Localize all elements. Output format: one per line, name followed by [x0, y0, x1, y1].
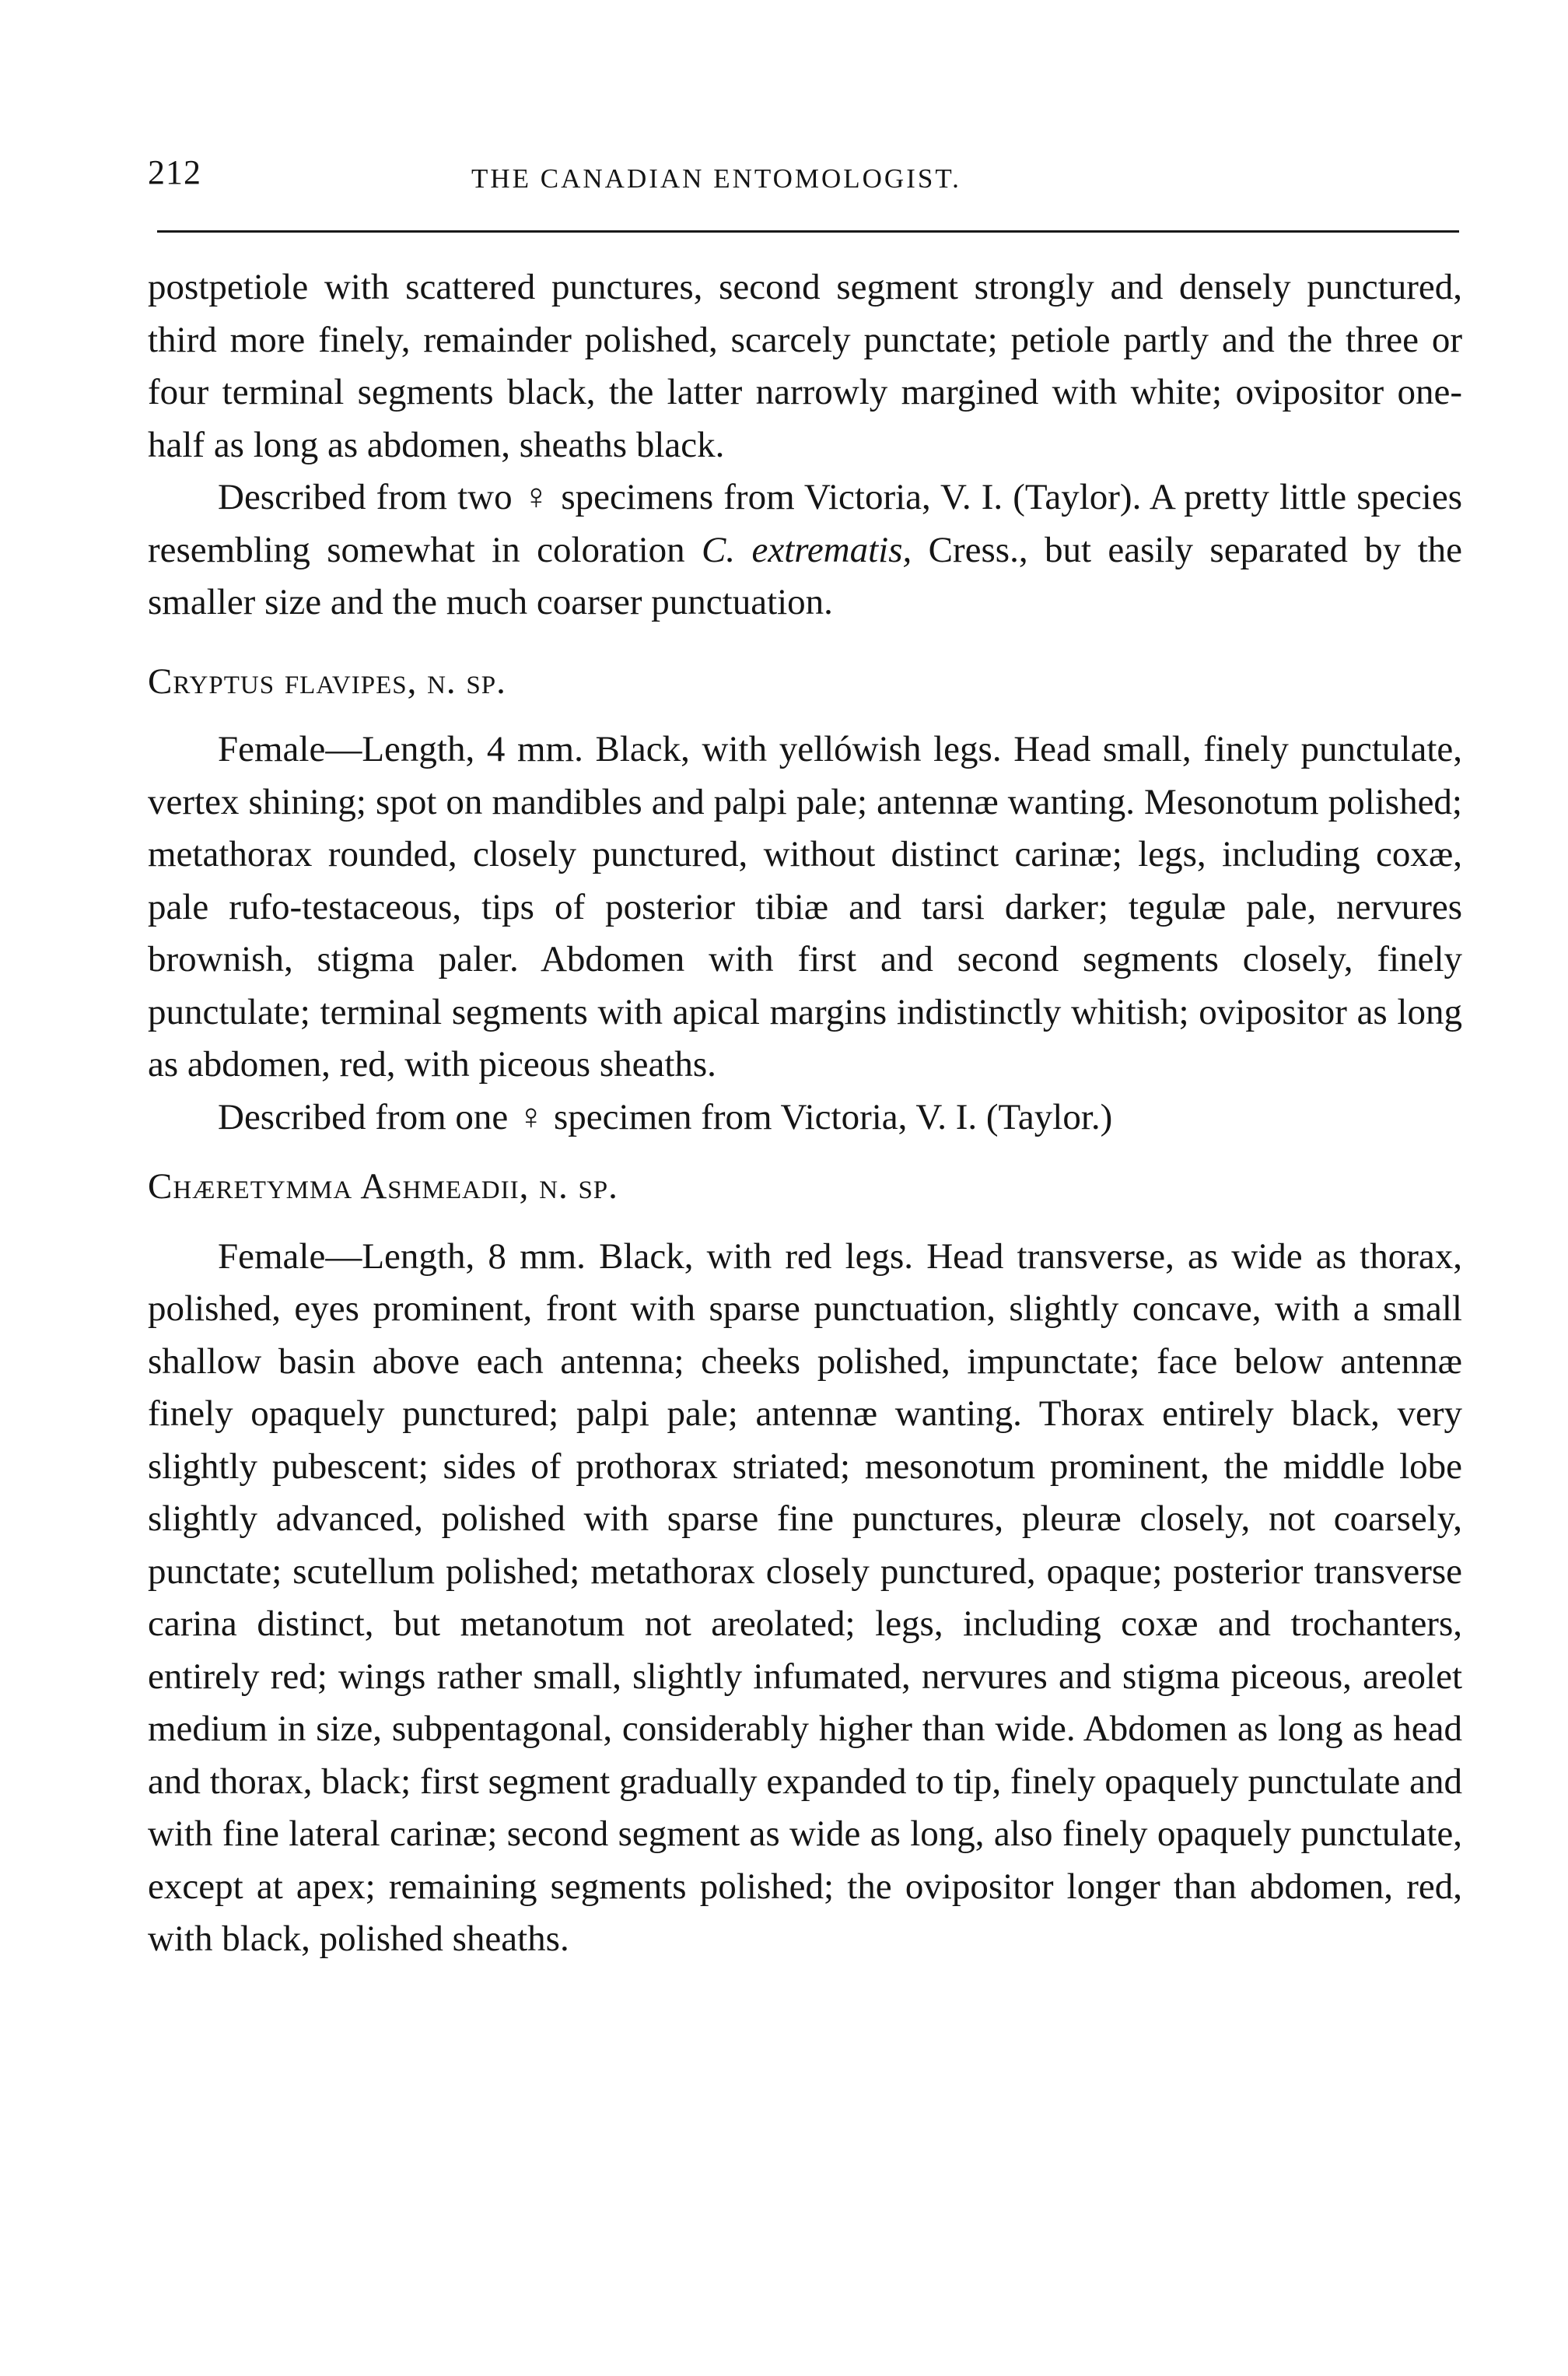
species-heading-chaeretymma: Chæretymma Ashmeadii, n. sp.: [148, 1166, 618, 1207]
body-text: [148, 261, 1462, 1966]
paragraph-description-1-end: Cress., but easily separated by the smaller size and the much coarser punctuation.: [148, 529, 1463, 622]
paragraph-cryptus-female: Female—Length, 4 mm. Black, with yellówish legs. Head small, finely punctulate, vertex shining; spot on mandibles and palpi pale; antennæ wanting. Mesonotum polished; metathorax rounded, closely punctured, without distinct carinæ; legs, including coxæ, pale rufo-testaceous, tips of posterior tibiæ and tarsi darker; tegulæ pale, nervures brownish, stigma paler. Abdomen with first and second segments closely, finely punctulate; terminal segments with apical margins indistinctly whitish; ovipositor as long as abdomen, red, with piceous sheaths.: [148, 729, 1462, 1085]
paragraph-cryptus-described: Described from one ♀ specimen from Victoria, V. I. (Taylor.): [218, 1096, 1113, 1137]
paragraph-description-1-start: Described from two ♀ specimens from Victoria, V. I. (Taylor). A pretty little species resembling somewhat in coloration: [148, 477, 1462, 570]
paragraph-continuation: postpetiole with scattered punctures, second segment strongly and densely punctured, third more finely, remainder polished, scarcely punctate; petiole partly and the three or four terminal segments black, the latter narrowly margined with white; ovipositor one-half as long as abdomen, sheaths black.: [148, 267, 1462, 465]
species-reference: C. extrematis,: [702, 529, 912, 570]
paragraph-chaeretymma-female: Female—Length, 8 mm. Black, with red legs. Head transverse, as wide as thorax, polished, eyes prominent, front with sparse punctuation, slightly concave, with a small shallow basin above each antenna; cheeks polished, impunctate; face below antennæ finely opaquely punctured; palpi pale; antennæ wanting. Thorax entirely black, very slightly pubescent; sides of prothorax striated; mesonotum prominent, the middle lobe slightly advanced, polished with sparse fine punctures, pleuræ closely, not coarsely, punctate; scutellum polished; metathorax closely punctured, opaque; posterior transverse carina distinct, but metanotum not areolated; legs, including coxæ and trochanters, entirely red; wings rather small, slightly infumated, nervures and stigma piceous, areolet medium in size, subpentagonal, considerably higher than wide. Abdomen as long as head and thorax, black; first segment gradually expanded to tip, finely opaquely punctulate and with fine lateral carinæ; second segment as wide as long, also finely opaquely punctulate, except at apex; remaining segments polished; the ovipositor longer than abdomen, red, with black, polished sheaths.: [148, 1235, 1462, 1959]
page-number: 212: [148, 153, 201, 191]
species-heading-cryptus: Cryptus flavipes, n. sp.: [148, 661, 506, 702]
running-head: THE CANADIAN ENTOMOLOGIST.: [471, 163, 961, 194]
paragraph-description-1: [148, 471, 1462, 629]
page-header: [148, 152, 1462, 199]
header-rule: [157, 230, 1459, 233]
